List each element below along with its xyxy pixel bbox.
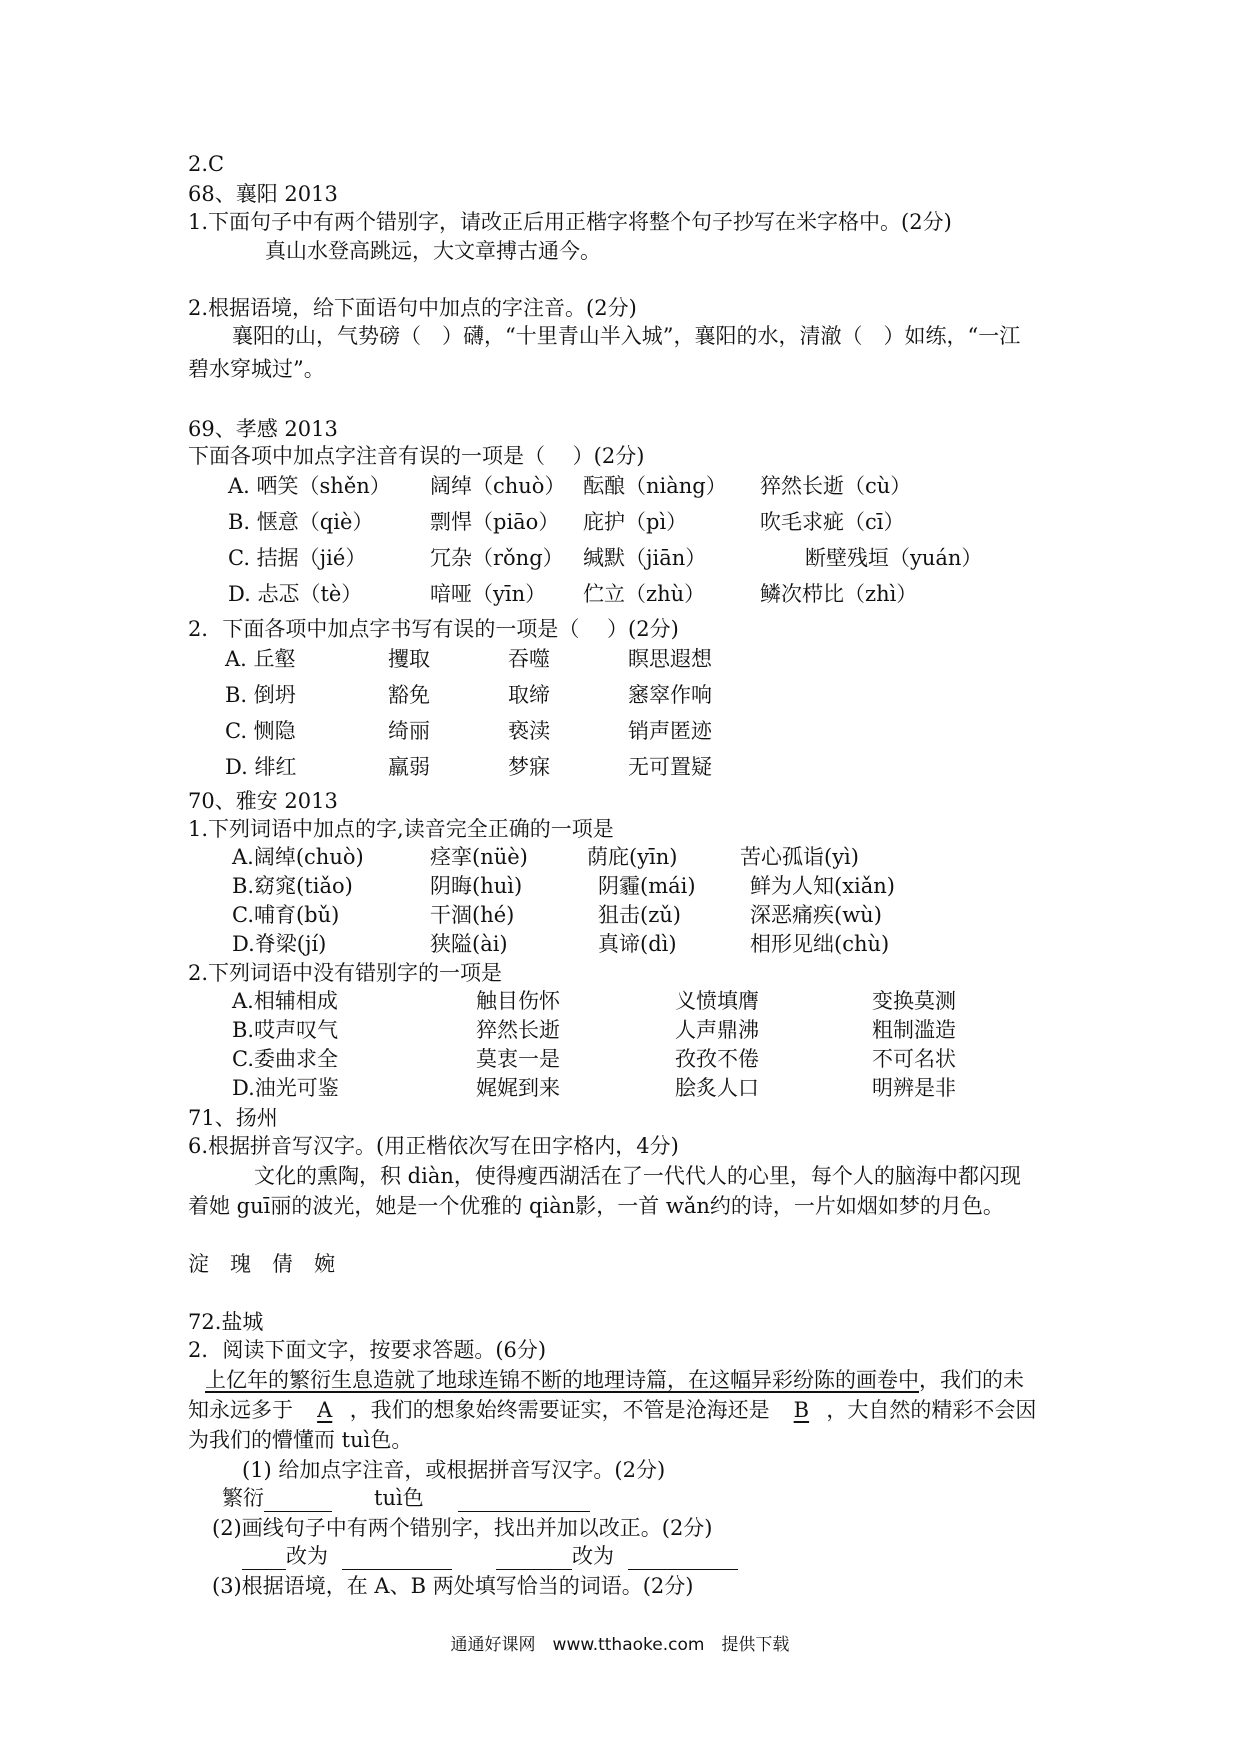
- question-sentence: 襄阳的山，气势磅（ ）礴，“十里青山半入城”，襄阳的水，清澈（ ）如练，“一江: [232, 324, 1021, 348]
- option-row: [0, 645, 1240, 675]
- option-row: [0, 508, 1240, 538]
- blank-b[interactable]: B: [793, 1398, 810, 1422]
- option-cell: A.相辅相成: [232, 989, 338, 1013]
- answer-blank[interactable]: [628, 1547, 738, 1570]
- option-cell: 阴霾(mái): [598, 874, 696, 898]
- option-cell: 痉挛(nüè): [430, 845, 528, 869]
- sub-question: (2)画线句子中有两个错别字，找出并加以改正。(2分): [212, 1516, 713, 1540]
- option-cell: 莫衷一是: [476, 1047, 560, 1071]
- option-cell: 鳞次栉比（zhì）: [760, 582, 918, 606]
- option-cell: 娓娓到来: [476, 1076, 560, 1100]
- option-cell: 梦寐: [508, 755, 550, 779]
- option-cell: 荫庇(yīn): [587, 845, 678, 869]
- item-label: tuì色: [374, 1486, 424, 1510]
- sub-question: (1) 给加点字注音，或根据拼音写汉字。(2分): [242, 1458, 666, 1482]
- option-cell: D. 绯红: [225, 755, 297, 779]
- option-row: [0, 843, 1240, 871]
- passage-line: 为我们的懵懂而 tuì色。: [188, 1428, 413, 1452]
- option-cell: B. 倒坍: [225, 683, 296, 707]
- option-cell: 喑哑（yīn）: [430, 582, 547, 606]
- option-cell: 深恶痛疾(wù): [750, 903, 882, 927]
- question-text: 6.根据拼音写汉字。(用正楷依次写在田字格内，4分): [188, 1134, 679, 1158]
- option-cell: D.油光可鉴: [232, 1076, 339, 1100]
- option-cell: 不可名状: [872, 1047, 956, 1071]
- passage-line: 着她 guī丽的波光，她是一个优雅的 qiàn影，一首 wǎn约的诗，一片如烟如梦的月色。: [188, 1194, 1004, 1218]
- option-cell: 剽悍（piāo）: [430, 510, 560, 534]
- option-cell: A. 丘壑: [225, 647, 296, 671]
- option-cell: B.窈窕(tiǎo): [232, 874, 353, 898]
- section-heading-70: 70、雅安 2013: [188, 789, 338, 813]
- section-heading-69: 69、孝感 2013: [188, 417, 338, 441]
- question-text: 2.根据语境，给下面语句中加点的字注音。(2分): [188, 296, 637, 320]
- answer-blank[interactable]: [242, 1547, 286, 1570]
- option-cell: 义愤填膺: [675, 989, 759, 1013]
- option-cell: 绮丽: [388, 719, 430, 743]
- option-cell: 断壁残垣（yuán）: [805, 546, 983, 570]
- section-heading-71: 71、扬州: [188, 1106, 278, 1130]
- option-cell: 孜孜不倦: [675, 1047, 759, 1071]
- change-label: 改为: [572, 1544, 614, 1568]
- question-text: 1.下列词语中加点的字,读音完全正确的一项是: [188, 817, 614, 841]
- option-cell: 窸窣作响: [628, 683, 712, 707]
- underlined-sentence: 上亿年的繁衍生息造就了地球连锦不断的地理诗篇，在这幅异彩纷陈的画卷中: [205, 1368, 919, 1392]
- option-cell: 真谛(dì): [598, 932, 677, 956]
- option-cell: 粗制滥造: [872, 1018, 956, 1042]
- option-row: [0, 544, 1240, 574]
- option-cell: 猝然长逝（cù）: [760, 474, 912, 498]
- option-cell: B.哎声叹气: [232, 1018, 339, 1042]
- passage-line: 文化的熏陶，积 diàn，使得瘦西湖活在了一代代人的心里，每个人的脑海中都闪现: [254, 1164, 1021, 1188]
- option-cell: B. 惬意（qiè）: [228, 510, 374, 534]
- item-label: 繁衍: [222, 1486, 264, 1510]
- option-row: [0, 930, 1240, 958]
- passage-text: ，我们的想象始终需要证实，不管是沧海还是: [349, 1398, 777, 1422]
- passage-line: [205, 1366, 1024, 1394]
- question-text: 下面各项中加点字注音有误的一项是（ ）(2分): [188, 444, 645, 468]
- option-row: [0, 1045, 1240, 1073]
- option-cell: 取缔: [508, 683, 550, 707]
- option-cell: 阔绰（chuò）: [430, 474, 566, 498]
- option-cell: C. 恻隐: [225, 719, 296, 743]
- option-cell: 豁免: [388, 683, 430, 707]
- option-cell: 羸弱: [388, 755, 430, 779]
- option-cell: 攫取: [388, 647, 430, 671]
- page-footer: 通通好课网 www.tthaoke.com 提供下载: [450, 1635, 790, 1655]
- option-row: [0, 580, 1240, 610]
- answer-blank[interactable]: [264, 1489, 332, 1512]
- option-cell: C.哺育(bǔ): [232, 903, 340, 927]
- change-label: 改为: [286, 1544, 328, 1568]
- option-cell: 无可置疑: [628, 755, 712, 779]
- section-heading-68: 68、襄阳 2013: [188, 182, 338, 206]
- option-row: [0, 472, 1240, 502]
- option-row: [0, 717, 1240, 747]
- option-row: [0, 901, 1240, 929]
- option-cell: A.阔绰(chuò): [232, 845, 364, 869]
- option-cell: D.脊梁(jí): [232, 932, 327, 956]
- answer-line: 2.C: [188, 152, 225, 176]
- option-cell: 猝然长逝: [476, 1018, 560, 1042]
- question-text: 1.下面句子中有两个错别字，请改正后用正楷字将整个句子抄写在米字格中。(2分): [188, 210, 952, 234]
- question-sentence-cont: 碧水穿城过”。: [188, 357, 325, 381]
- option-cell: C. 拮据（jié）: [228, 546, 367, 570]
- option-cell: 酝酿（niàng）: [583, 474, 727, 498]
- option-row: [0, 681, 1240, 711]
- option-cell: 明辨是非: [872, 1076, 956, 1100]
- question-text: 2．阅读下面文字，按要求答题。(6分): [188, 1338, 547, 1362]
- option-row: [0, 1016, 1240, 1044]
- option-row: [0, 872, 1240, 900]
- option-cell: 狙击(zǔ): [598, 903, 681, 927]
- passage-text: ，大自然的精彩不会因: [826, 1398, 1037, 1422]
- option-row: [0, 987, 1240, 1015]
- option-cell: 缄默（jiān）: [583, 546, 707, 570]
- option-row: [0, 753, 1240, 783]
- answer-chars: 淀 瑰 倩 婉: [188, 1252, 335, 1276]
- option-cell: A. 哂笑（shěn）: [228, 474, 391, 498]
- option-cell: 相形见绌(chù): [750, 932, 890, 956]
- option-cell: 瞑思遐想: [628, 647, 712, 671]
- option-cell: 庇护（pì）: [583, 510, 688, 534]
- question-text: 2．下面各项中加点字书写有误的一项是（ ）(2分): [188, 617, 679, 641]
- option-cell: 干涸(hé): [430, 903, 515, 927]
- answer-blank[interactable]: [496, 1547, 572, 1570]
- blank-a[interactable]: A: [317, 1398, 333, 1422]
- option-cell: 触目伤怀: [476, 989, 560, 1013]
- option-cell: 阴晦(huì): [430, 874, 523, 898]
- answer-blank[interactable]: [342, 1547, 452, 1570]
- option-cell: 苦心孤诣(yì): [740, 845, 859, 869]
- option-cell: 变换莫测: [872, 989, 956, 1013]
- section-heading-72: 72.盐城: [188, 1310, 264, 1334]
- answer-blank[interactable]: [458, 1489, 590, 1512]
- option-cell: 冗杂（rǒng）: [430, 546, 564, 570]
- question-text: 2.下列词语中没有错别字的一项是: [188, 961, 503, 985]
- passage-line: [188, 1396, 1036, 1424]
- option-cell: 人声鼎沸: [675, 1018, 759, 1042]
- option-cell: 脍炙人口: [675, 1076, 759, 1100]
- passage-text: ，我们的未: [919, 1368, 1024, 1392]
- option-cell: 吹毛求疵（cī）: [760, 510, 905, 534]
- sub-question: (3)根据语境，在 A、B 两处填写恰当的词语。(2分): [212, 1574, 694, 1598]
- answer-row: [242, 1542, 738, 1570]
- answer-row: [222, 1484, 590, 1512]
- option-cell: 伫立（zhù）: [583, 582, 706, 606]
- option-row: [0, 1074, 1240, 1102]
- passage-text: 知永远多于: [188, 1398, 300, 1422]
- option-cell: D. 忐忑（tè）: [228, 582, 363, 606]
- option-cell: 狭隘(ài): [430, 932, 508, 956]
- option-cell: 销声匿迹: [628, 719, 712, 743]
- option-cell: 亵渎: [508, 719, 550, 743]
- question-sentence: 真山水登高跳远，大文章搏古通今。: [265, 239, 601, 263]
- option-cell: C.委曲求全: [232, 1047, 338, 1071]
- option-cell: 吞噬: [508, 647, 550, 671]
- option-cell: 鲜为人知(xiǎn): [750, 874, 895, 898]
